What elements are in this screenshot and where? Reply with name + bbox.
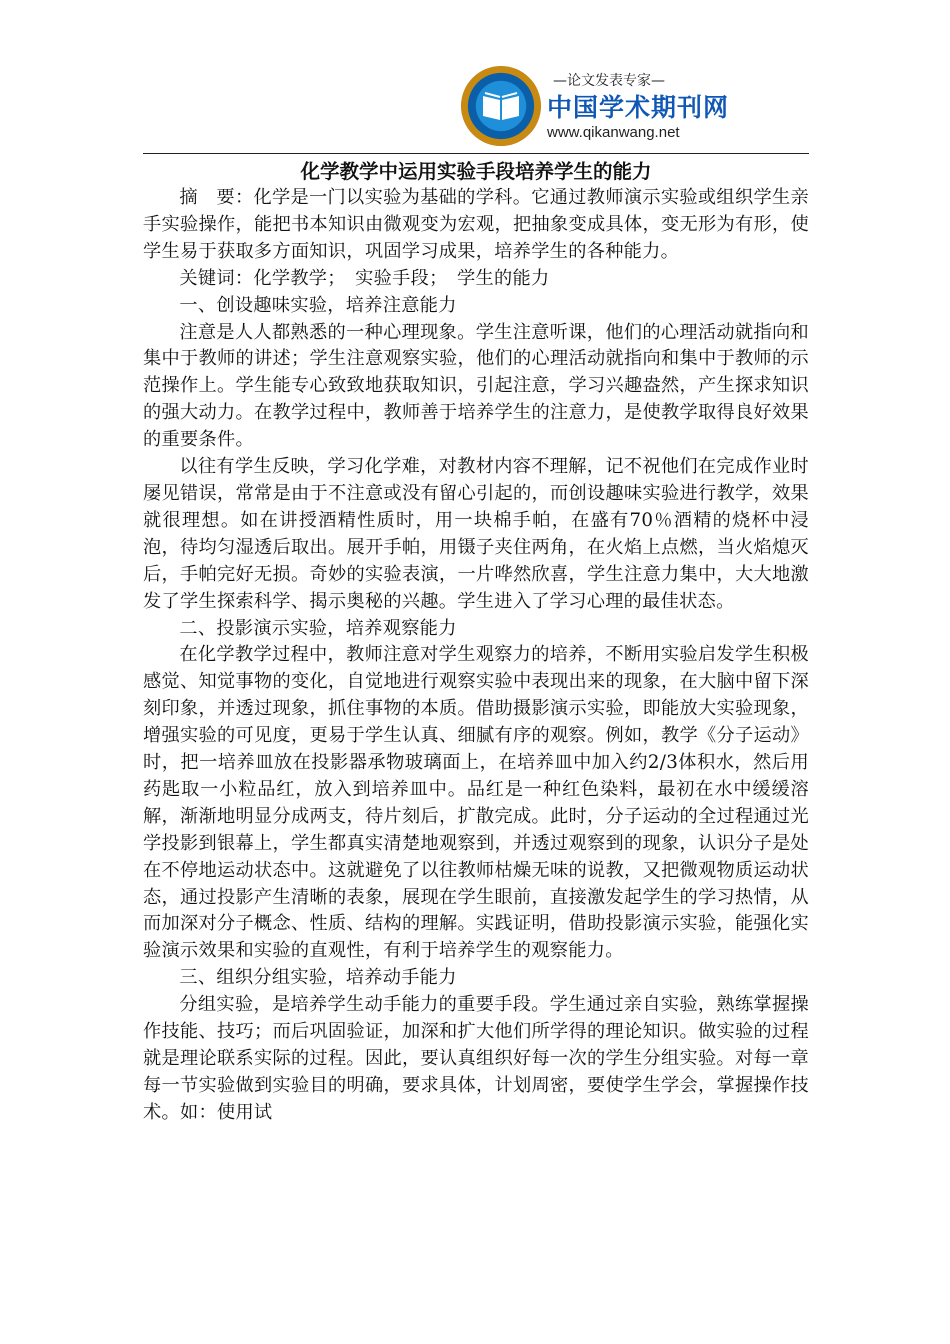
logo-site-url: www.qikanwang.net	[547, 124, 680, 141]
open-book-icon	[481, 90, 521, 122]
section-heading-2: 二、投影演示实验，培养观察能力	[179, 617, 457, 639]
article-body	[143, 158, 809, 1127]
body-paragraph: 在化学教学过程中，教师注意对学生观察力的培养，不断用实验启发学生积极感觉、知觉事物的变化，自觉地进行观察实验中表现出来的现象，在大脑中留下深刻印象，并透过现象，抓住事物的本质。借助摄影演示实验，即能放大实验现象，增强实验的可见度，更易于学生认真、细腻有序的观察。例如，教学《分子运动》时，把一培养皿放在投影器承物玻璃面上，在培养皿中加入约2/3体积水，然后用药匙取一小粒品红，放入到培养皿中。品红是一种红色染料，最初在水中缓缓溶解，渐渐地明显分成两支，待片刻后，扩散完成。此时，分子运动的全过程通过光学投影到银幕上，学生都真实清楚地观察到，并透过观察到的现象，认识分子是处在不停地运动状态中。这就避免了以往教师枯燥无味的说教，又把微观物质运动状态，通过投影产生清晰的表象，展现在学生眼前，直接激发起学生的学习热情，从而加深对分子概念、性质、结构的理解。实践证明，借助投影演示实验，能强化实验演示效果和实验的直观性，有利于培养学生的观察能力。	[143, 644, 809, 962]
body-paragraph: 分组实验，是培养学生动手能力的重要手段。学生通过亲自实验，熟练掌握操作技能、技巧；而后巩固验证，加深和扩大他们所学得的理论知识。做实验的过程就是理论联系实际的过程。因此，要认真组织好每一次的学生分组实验。对每一章每一节实验做到实验目的明确，要求具体，计划周密，要使学生学会，掌握操作技术。如：使用试	[143, 994, 809, 1123]
logo-tagline: —论文发表专家—	[553, 73, 665, 89]
section-heading-3: 三、组织分组实验，培养动手能力	[179, 967, 457, 989]
abstract-paragraph: 摘 要：化学是一门以实验为基础的学科。它通过教师演示实验或组织学生亲手实验操作，能把书本知识由微观变为宏观，把抽象变成具体，变无形为有形，使学生易于获取多方面知识，巩固学习成果，培养学生的各种能力。	[143, 187, 809, 262]
body-paragraph: 注意是人人都熟悉的一种心理现象。学生注意听课，他们的心理活动就指向和集中于教师的讲述；学生注意观察实验，他们的心理活动就指向和集中于教师的示范操作上。学生能专心致致地获取知识，引起注意，学习兴趣盎然，产生探求知识的强大动力。在教学过程中，教师善于培养学生的注意力，是使教学取得良好效果的重要条件。	[143, 321, 809, 451]
site-logo	[461, 66, 730, 152]
body-paragraph: 以往有学生反映，学习化学难，对教材内容不理解，记不祝他们在完成作业时屡见错误，常常是由于不注意或没有留心引起的，而创设趣味实验进行教学，效果就很理想。如在讲授酒精性质时，用一块棉手帕，在盛有70％酒精的烧杯中浸泡，待均匀湿透后取出。展开手帕，用镊子夹住两角，在火焰上点燃，当火焰熄灭后，手帕完好无损。奇妙的实验表演，一片哗然欣喜，学生注意力集中，大大地激发了学生探索科学、揭示奥秘的兴趣。学生进入了学习心理的最佳状态。	[143, 456, 809, 612]
logo-seal-icon	[461, 66, 541, 146]
article-title: 化学教学中运用实验手段培养学生的能力	[300, 160, 652, 183]
section-heading-1: 一、创设趣味实验，培养注意能力	[179, 294, 457, 316]
header-divider	[143, 153, 809, 154]
logo-site-name: 中国学术期刊网	[547, 93, 730, 122]
keywords-line: 关键词：化学教学； 实验手段； 学生的能力	[179, 267, 550, 289]
